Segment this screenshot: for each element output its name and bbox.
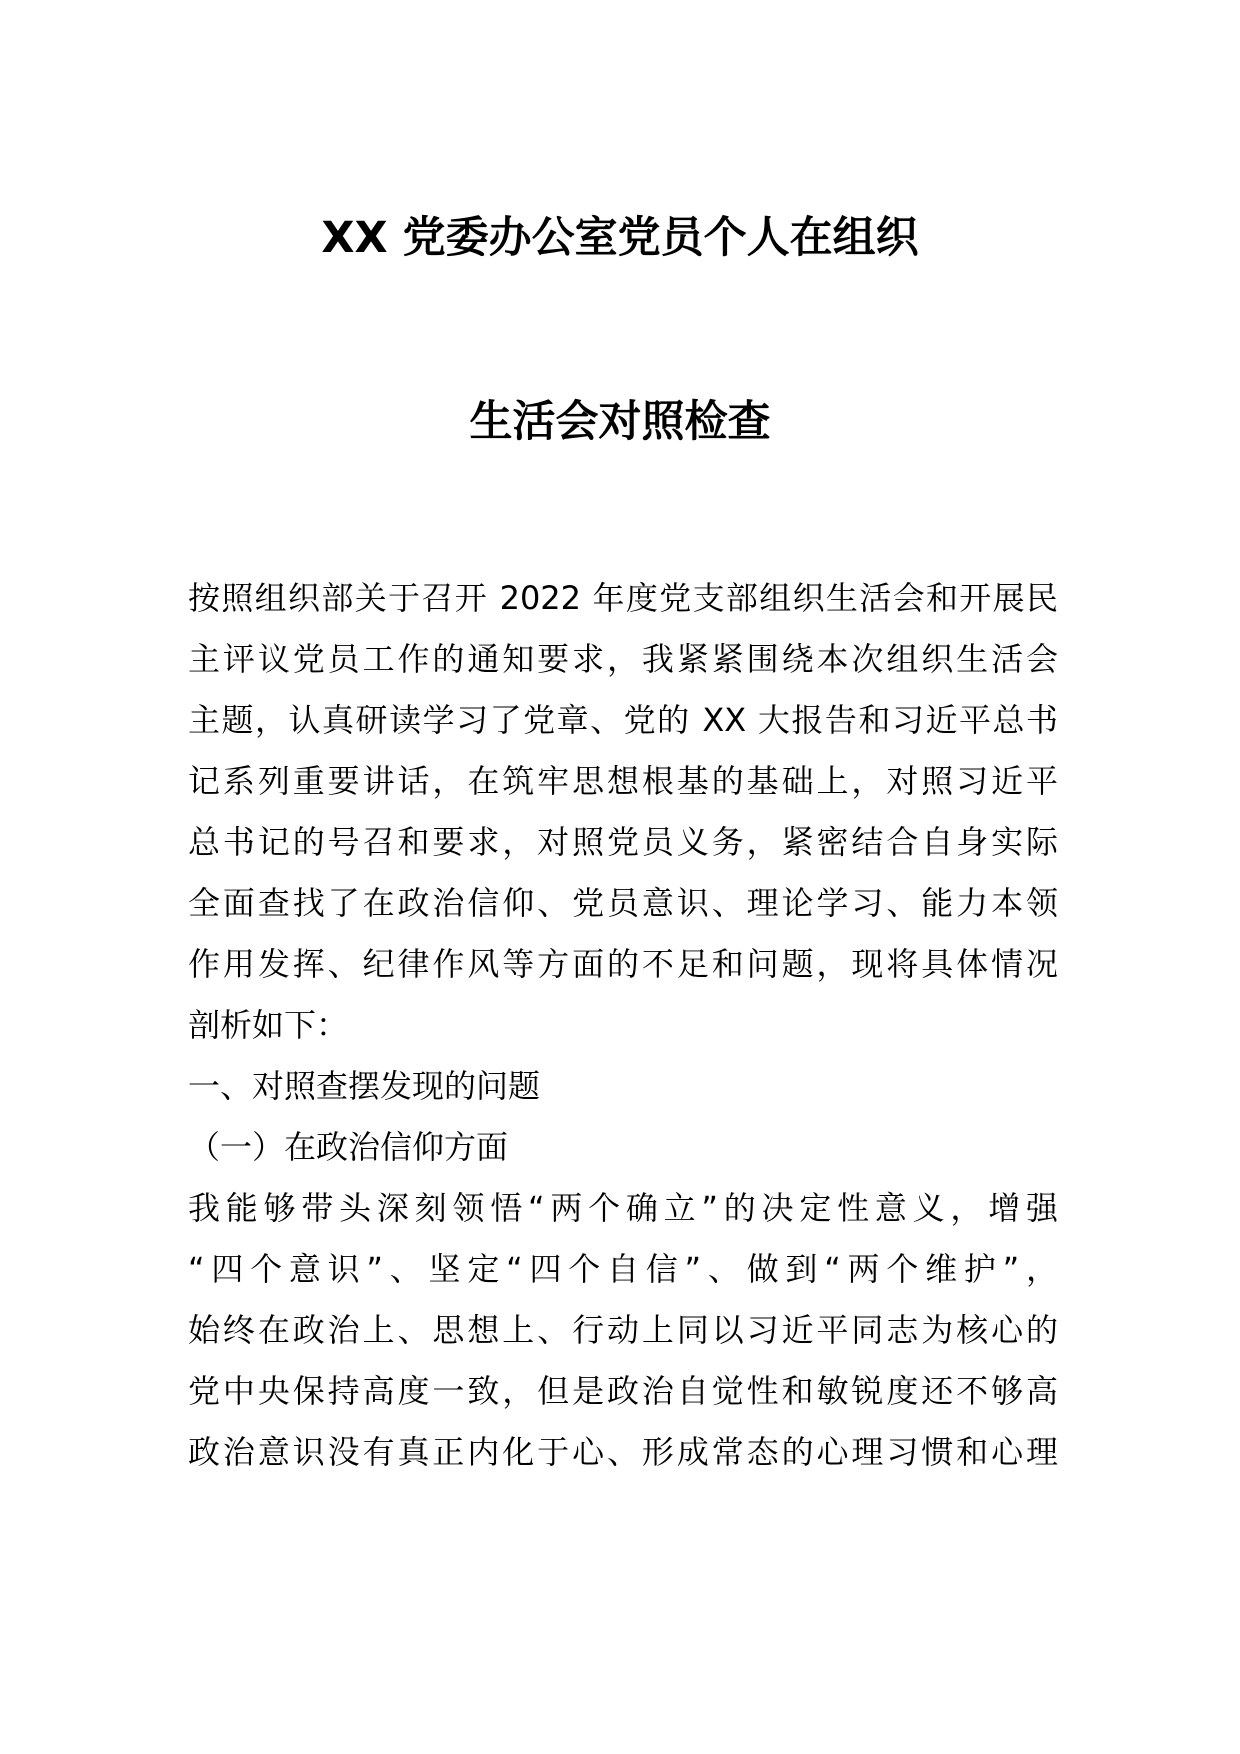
document-title-line-1: XX 党委办公室党员个人在组织 [321, 213, 919, 263]
body-line: 我能够带头深刻领悟“两个确立”的决定性意义，增强 [188, 1189, 1058, 1227]
body-line: 作用发挥、纪律作风等方面的不足和问题，现将具体情况 [188, 945, 1058, 983]
body-line: “四个意识”、坚定“四个自信”、做到“两个维护”， [188, 1250, 1058, 1288]
body-line: 政治意识没有真正内化于心、形成常态的心理习惯和心理 [188, 1433, 1058, 1471]
body-line: 主题，认真研读学习了党章、党的 XX 大报告和习近平总书 [188, 701, 1058, 739]
body-line: 剖析如下： [188, 1006, 349, 1044]
section-heading: 一、对照查摆发现的问题 [188, 1067, 541, 1105]
body-line: 总书记的号召和要求，对照党员义务，紧密结合自身实际 [188, 823, 1058, 861]
body-line: 主评议党员工作的通知要求，我紧紧围绕本次组织生活会 [188, 640, 1058, 678]
body-line: 始终在政治上、思想上、行动上同以习近平同志为核心的 [188, 1311, 1058, 1349]
body-line: 记系列重要讲话，在筑牢思想根基的基础上，对照习近平 [188, 762, 1058, 800]
body-line: 全面查找了在政治信仰、党员意识、理论学习、能力本领 [188, 884, 1058, 922]
subsection-heading: （一）在政治信仰方面 [188, 1128, 509, 1166]
document-title-line-2: 生活会对照检查 [469, 397, 771, 447]
body-line: 党中央保持高度一致，但是政治自觉性和敏锐度还不够高 [188, 1372, 1058, 1410]
body-line: 按照组织部关于召开 2022 年度党支部组织生活会和开展民 [188, 579, 1058, 617]
